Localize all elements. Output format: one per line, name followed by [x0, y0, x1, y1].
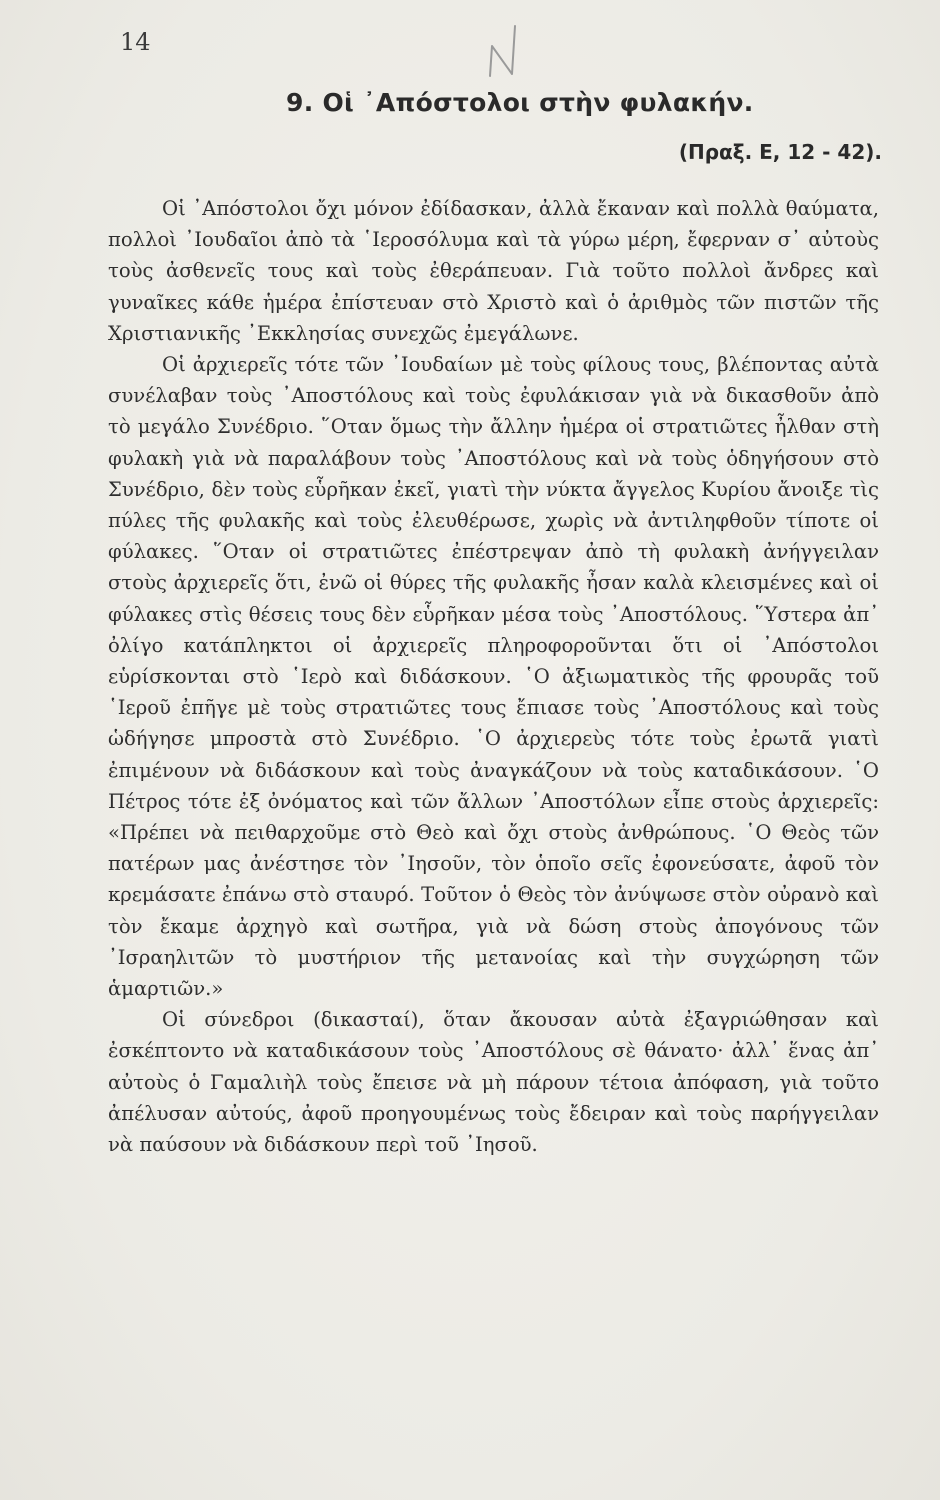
- body-text: [108, 193, 879, 1160]
- page-number: 14: [120, 28, 151, 56]
- scripture-reference: (Πραξ. Ε, 12 - 42).: [678, 140, 882, 164]
- paragraph-2: Οἱ ἀρχιερεῖς τότε τῶν ᾿Ιουδαίων μὲ τοὺς φίλους τους, βλέποντας αὐτὰ συνέλαβαν τοὺς ᾿Αποστόλους καὶ τοὺς ἐφυλάκισαν γιὰ νὰ δικασθοῦν ἀπὸ τὸ μεγάλο Συνέδριο. ῞Οταν ὅμως τὴν ἄλλην ἡμέρα οἱ στρατιῶτες ἦλθαν στὴ φυλακὴ γιὰ νὰ παραλάβουν τοὺς ᾿Αποστόλους καὶ νὰ τοὺς ὁδηγήσουν στὸ Συνέδριο, δὲν τοὺς εὗρῆκαν ἐκεῖ, γιατὶ τὴν νύκτα ἄγγελος Κυρίου ἄνοιξε τὶς πύλες τῆς φυλακῆς καὶ τοὺς ἐλευθέρωσε, χωρὶς νὰ ἀντιληφθοῦν τίποτε οἱ φύλακες. ῞Οταν οἱ στρατιῶτες ἐπέστρεψαν ἀπὸ τὴ φυλακὴ ἀνήγγειλαν στοὺς ἀρχιερεῖς ὅτι, ἐνῶ οἱ θύρες τῆς φυλακῆς ἦσαν καλὰ κλεισμένες καὶ οἱ φύλακες στὶς θέσεις τους δὲν εὗρῆκαν μέσα τοὺς ᾿Αποστόλους. ῞Υστερα ἀπ᾿ ὀλίγο κατάπληκτοι οἱ ἀρχιερεῖς πληροφοροῦνται ὅτι οἱ ᾿Απόστολοι εὑρίσκονται στὸ ῾Ιερὸ καὶ διδάσκουν. ῾Ο ἀξιωματικὸς τῆς φρουρᾶς τοῦ ῾Ιεροῦ ἐπῆγε μὲ τοὺς στρατιῶτες τους ἔπιασε τοὺς ᾿Αποστόλους καὶ τοὺς ὡδήγησε μπροστὰ στὸ Συνέδριο. ῾Ο ἀρχιερεὺς τότε τοὺς ἐρωτᾶ γιατὶ ἐπιμένουν νὰ διδάσκουν καὶ τοὺς ἀναγκάζουν νὰ τοὺς καταδικάσουν. ῾Ο Πέτρος τότε ἐξ ὀνόματος καὶ τῶν ἄλλων ᾿Αποστόλων εἶπε στοὺς ἀρχιερεῖς: «Πρέπει νὰ πειθαρχοῦμε στὸ Θεὸ καὶ ὄχι στοὺς ἀνθρώπους. ῾Ο Θεὸς τῶν πατέρων μας ἀνέστησε τὸν ᾿Ιησοῦν, τὸν ὁποῖο σεῖς ἐφονεύσατε, ἀφοῦ τὸν κρεμάσατε ἐπάνω στὸ σταυρό. Τοῦτον ὁ Θεὸς τὸν ἀνύψωσε στὸν οὐρανὸ καὶ τὸν ἔκαμε ἀρχηγὸ καὶ σωτῆρα, γιὰ νὰ δώση στοὺς ἀπογόνους τῶν ᾿Ισραηλιτῶν τὸ μυστήριον τῆς μετανοίας καὶ τὴν συγχώρηση τῶν ἁμαρτιῶν.»: [108, 353, 879, 1001]
- paragraph-3: Οἱ σύνεδροι (δικασταί), ὅταν ἄκουσαν αὐτὰ ἐξαγριώθησαν καὶ ἐσκέπτοντο νὰ καταδικάσουν τοὺς ᾿Αποστόλους σὲ θάνατο· ἀλλ᾿ ἕνας ἀπ᾿ αὐτοὺς ὁ Γαμαλιὴλ τοὺς ἔπεισε νὰ μὴ πάρουν τέτοια ἀπόφαση, γιὰ τοῦτο ἀπέλυσαν αὐτούς, ἀφοῦ προηγουμένως τοὺς ἔδειραν καὶ τοὺς παρήγγειλαν νὰ παύσουν νὰ διδάσκουν περὶ τοῦ ᾿Ιησοῦ.: [108, 1008, 879, 1157]
- chapter-title: 9. Οἱ ᾿Απόστολοι στὴν φυλακήν.: [286, 88, 754, 117]
- paragraph-1: Οἱ ᾿Απόστολοι ὄχι μόνον ἐδίδασκαν, ἀλλὰ ἔκαναν καὶ πολλὰ θαύματα, πολλοὶ ᾿Ιουδαῖοι ἀπὸ τὰ ῾Ιεροσόλυμα καὶ τὰ γύρω μέρη, ἔφερναν σ᾿ αὐτοὺς τοὺς ἀσθενεῖς τους καὶ τοὺς ἐθεράπευαν. Γιὰ τοῦτο πολλοὶ ἄνδρες καὶ γυναῖκες κάθε ἡμέρα ἐπίστευαν στὸ Χριστὸ καὶ ὁ ἀριθμὸς τῶν πιστῶν τῆς Χριστιανικῆς ᾿Εκκλησίας συνεχῶς ἐμεγάλωνε.: [108, 197, 879, 345]
- pencil-mark-icon: [482, 20, 526, 82]
